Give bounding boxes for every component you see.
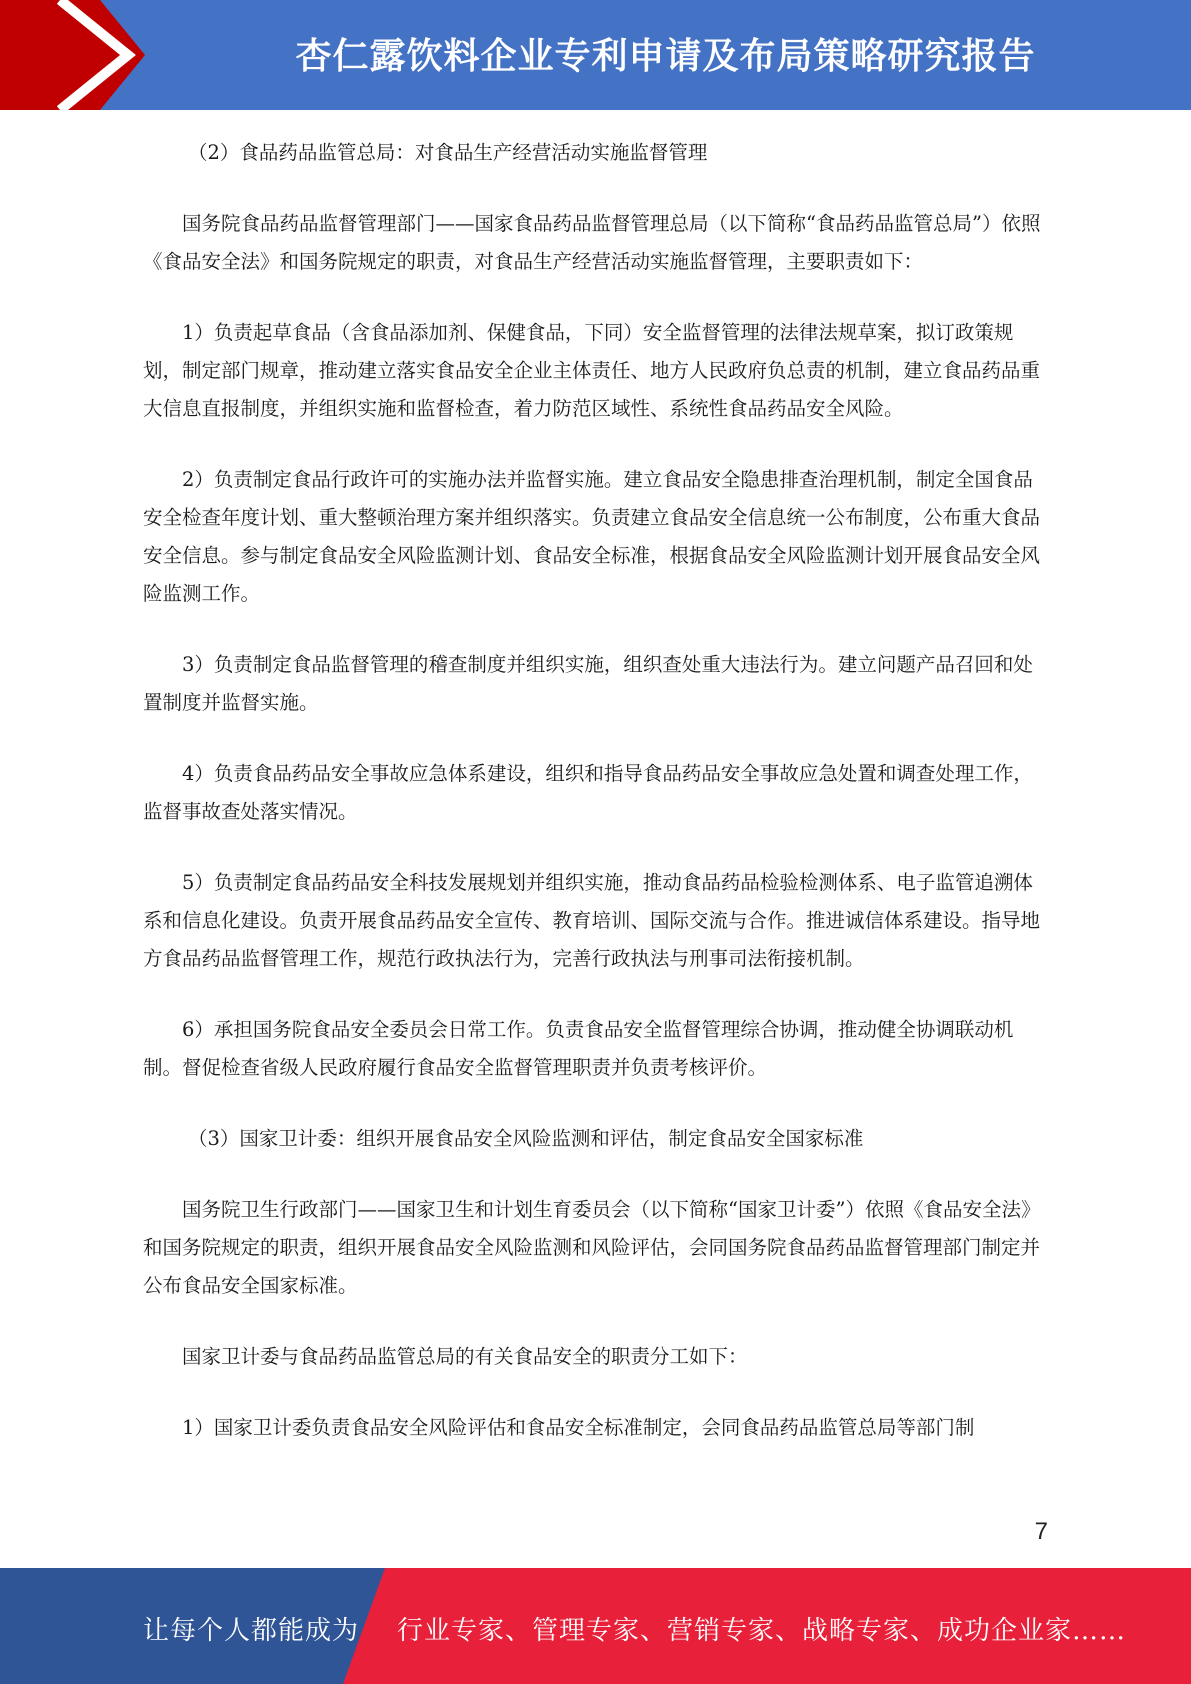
footer-slogan-right: 行业专家、管理专家、营销专家、战略专家、成功企业家…… — [397, 1616, 1127, 1646]
list-item: 4）负责食品药品安全事故应急体系建设，组织和指导食品药品安全事故应急处置和调查处理工作，监督事故查处落实情况。 — [143, 762, 1033, 823]
paragraph: 国家卫计委与食品药品监管总局的有关食品安全的职责分工如下： — [182, 1345, 748, 1368]
list-item: 3）负责制定食品监督管理的稽查制度并组织实施，组织查处重大违法行为。建立问题产品召回和处置制度并监督实施。 — [143, 653, 1033, 714]
paragraph: 国务院食品药品监督管理部门——国家食品药品监督管理总局（以下简称“食品药品监管总局”）依照《食品安全法》和国务院规定的职责，对食品生产经营活动实施监督管理，主要职责如下： — [143, 212, 1041, 273]
page-number: 7 — [1034, 1518, 1048, 1545]
report-title: 杏仁露饮料企业专利申请及布局策略研究报告 — [295, 36, 1036, 77]
list-item: 2）负责制定食品行政许可的实施办法并监督实施。建立食品安全隐患排查治理机制，制定全国食品安全检查年度计划、重大整顿治理方案并组织落实。负责建立食品安全信息统一公布制度，公布重大食品安全信息。参与制定食品安全风险监测计划、食品安全标准，根据食品安全风险监测计划开展食品安全风险监测工作。 — [143, 468, 1041, 605]
paragraph: 国务院卫生行政部门——国家卫生和计划生育委员会（以下简称“国家卫计委”）依照《食品安全法》和国务院规定的职责，组织开展食品安全风险监测和风险评估，会同国务院食品药品监督管理部门制定并公布食品安全国家标准。 — [143, 1198, 1041, 1297]
list-item: 1）国家卫计委负责食品安全风险评估和食品安全标准制定，会同食品药品监管总局等部门制 — [182, 1416, 975, 1439]
header-chevron-graphic — [0, 0, 160, 110]
page-header — [0, 0, 1191, 110]
list-item: 1）负责起草食品（含食品添加剂、保健食品，下同）安全监督管理的法律法规草案，拟订政策规划，制定部门规章，推动建立落实食品安全企业主体责任、地方人民政府负总责的机制，建立食品药品重大信息直报制度，并组织实施和监督检查，着力防范区域性、系统性食品药品安全风险。 — [143, 321, 1041, 420]
list-item: 6）承担国务院食品安全委员会日常工作。负责食品安全监督管理综合协调，推动健全协调联动机制。督促检查省级人民政府履行食品安全监督管理职责并负责考核评价。 — [143, 1018, 1014, 1079]
document-body — [143, 134, 1048, 1480]
section-heading: （3）国家卫计委：组织开展食品安全风险监测和评估，制定食品安全国家标准 — [188, 1127, 864, 1150]
page-footer — [0, 1568, 1191, 1684]
footer-slogan-left: 让每个人都能成为 — [143, 1616, 360, 1646]
list-item: 5）负责制定食品药品安全科技发展规划并组织实施，推动食品药品检验检测体系、电子监管追溯体系和信息化建设。负责开展食品药品安全宣传、教育培训、国际交流与合作。推进诚信体系建设。指导地方食品药品监督管理工作，规范行政执法行为，完善行政执法与刑事司法衔接机制。 — [143, 871, 1041, 970]
section-heading: （2）食品药品监管总局：对食品生产经营活动实施监督管理 — [188, 141, 708, 164]
